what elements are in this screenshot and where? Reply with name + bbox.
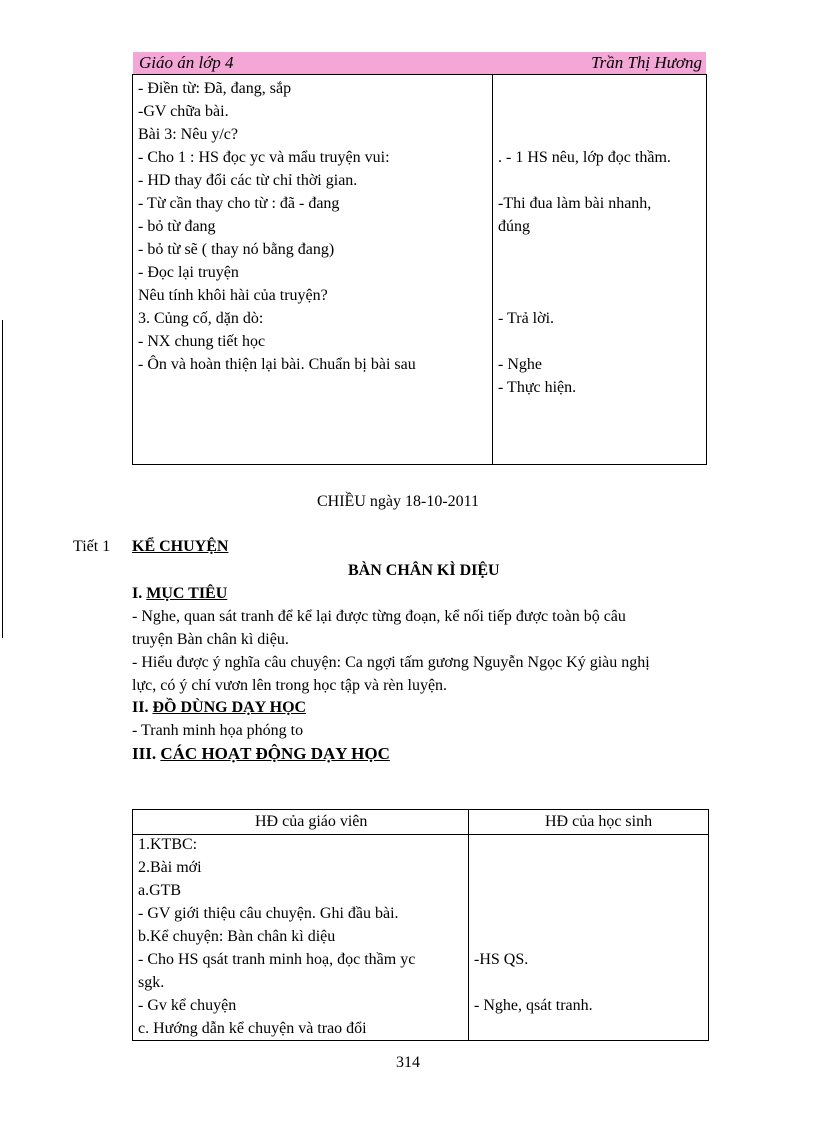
table-line: -Thi đua làm bài nhanh, — [498, 195, 652, 212]
section-number: I. — [132, 585, 143, 602]
column-divider — [492, 75, 493, 464]
section-title: CÁC HOẠT ĐỘNG DẠY HỌC — [160, 744, 390, 763]
table-line: - bỏ từ sẽ ( thay nó bằng đang) — [138, 241, 335, 258]
objective-line: lực, có ý chí vươn lên trong học tập và rèn luyện. — [132, 677, 448, 694]
lesson-title: BÀN CHÂN KÌ DIỆU — [348, 562, 500, 579]
table-line: 2.Bài mới — [138, 859, 202, 876]
table-line: - Cho 1 : HS đọc yc và mẩu truyện vui: — [138, 149, 390, 166]
table-line: - Thực hiện. — [498, 379, 577, 396]
section-heading-1 — [132, 583, 227, 605]
table-line: 3. Củng cố, dặn dò: — [138, 310, 264, 327]
table-line: - Nghe — [498, 356, 542, 373]
section-number: II. — [132, 699, 149, 716]
table-line: -HS QS. — [474, 951, 529, 968]
table-line: - NX chung tiết học — [138, 333, 266, 350]
objective-line: truyện Bàn chân kì diệu. — [132, 631, 289, 648]
table-line: 1.KTBC: — [138, 836, 198, 853]
table-line: sgk. — [138, 974, 165, 991]
table-line: - Ôn và hoàn thiện lại bài. Chuẩn bị bài sau — [138, 356, 416, 373]
table-line: . - 1 HS nêu, lớp đọc thầm. — [498, 149, 671, 166]
section-number: III. — [132, 744, 157, 763]
section-title: MỤC TIÊU — [146, 585, 228, 602]
margin-rule — [2, 320, 3, 638]
column-divider — [468, 810, 469, 1040]
table-line: Bài 3: Nêu y/c? — [138, 126, 238, 143]
period-label: Tiết 1 — [73, 538, 111, 555]
table-line: - Từ cần thay cho từ : đã - đang — [138, 195, 340, 212]
subject-heading: KỂ CHUYỆN — [132, 538, 229, 555]
table-line: - HD thay đổi các từ chỉ thời gian. — [138, 172, 358, 189]
table-line: b.Kể chuyện: Bàn chân kì diệu — [138, 928, 336, 945]
table-line: - Nghe, qsát tranh. — [474, 997, 593, 1014]
column-header-teacher: HĐ của giáo viên — [255, 813, 368, 830]
header-rule — [133, 834, 708, 835]
section-title: ĐỒ DÙNG DẠY HỌC — [152, 699, 307, 716]
table-line: - Đọc lại truyện — [138, 264, 239, 281]
page-header — [133, 52, 706, 74]
materials-line: - Tranh minh họa phóng to — [132, 722, 304, 739]
header-right: Trần Thị Hương — [591, 53, 702, 72]
table-line: Nêu tính khôi hài của truyện? — [138, 287, 328, 304]
table-line: a.GTB — [138, 882, 182, 899]
header-left: Giáo án lớp 4 — [139, 53, 234, 72]
objective-line: - Nghe, quan sát tranh để kể lại được từng đoạn, kể nối tiếp được toàn bộ câu — [132, 608, 626, 625]
table-line: - Cho HS qsát tranh minh hoạ, đọc thầm yc — [138, 951, 416, 968]
section-heading-3 — [132, 743, 390, 765]
table-line: -GV chữa bài. — [138, 103, 229, 120]
table-line: đúng — [498, 218, 530, 235]
table-line: - Trả lời. — [498, 310, 555, 327]
column-header-student: HĐ của học sinh — [545, 813, 653, 830]
table-line: - bỏ từ đang — [138, 218, 216, 235]
table-line: c. Hướng dẫn kể chuyện và trao đổi — [138, 1020, 367, 1037]
section-heading-2 — [132, 697, 306, 719]
table-line: - Điền từ: Đã, đang, sắp — [138, 80, 292, 97]
table-line: - GV giới thiệu câu chuyện. Ghi đầu bài. — [138, 905, 399, 922]
objective-line: - Hiểu được ý nghĩa câu chuyện: Ca ngợi tấm gương Nguyễn Ngọc Ký giàu nghị — [132, 654, 650, 671]
table-line: - Gv kể chuyện — [138, 997, 237, 1014]
session-title: CHIỀU ngày 18-10-2011 — [317, 493, 480, 510]
page-number: 314 — [396, 1054, 420, 1071]
